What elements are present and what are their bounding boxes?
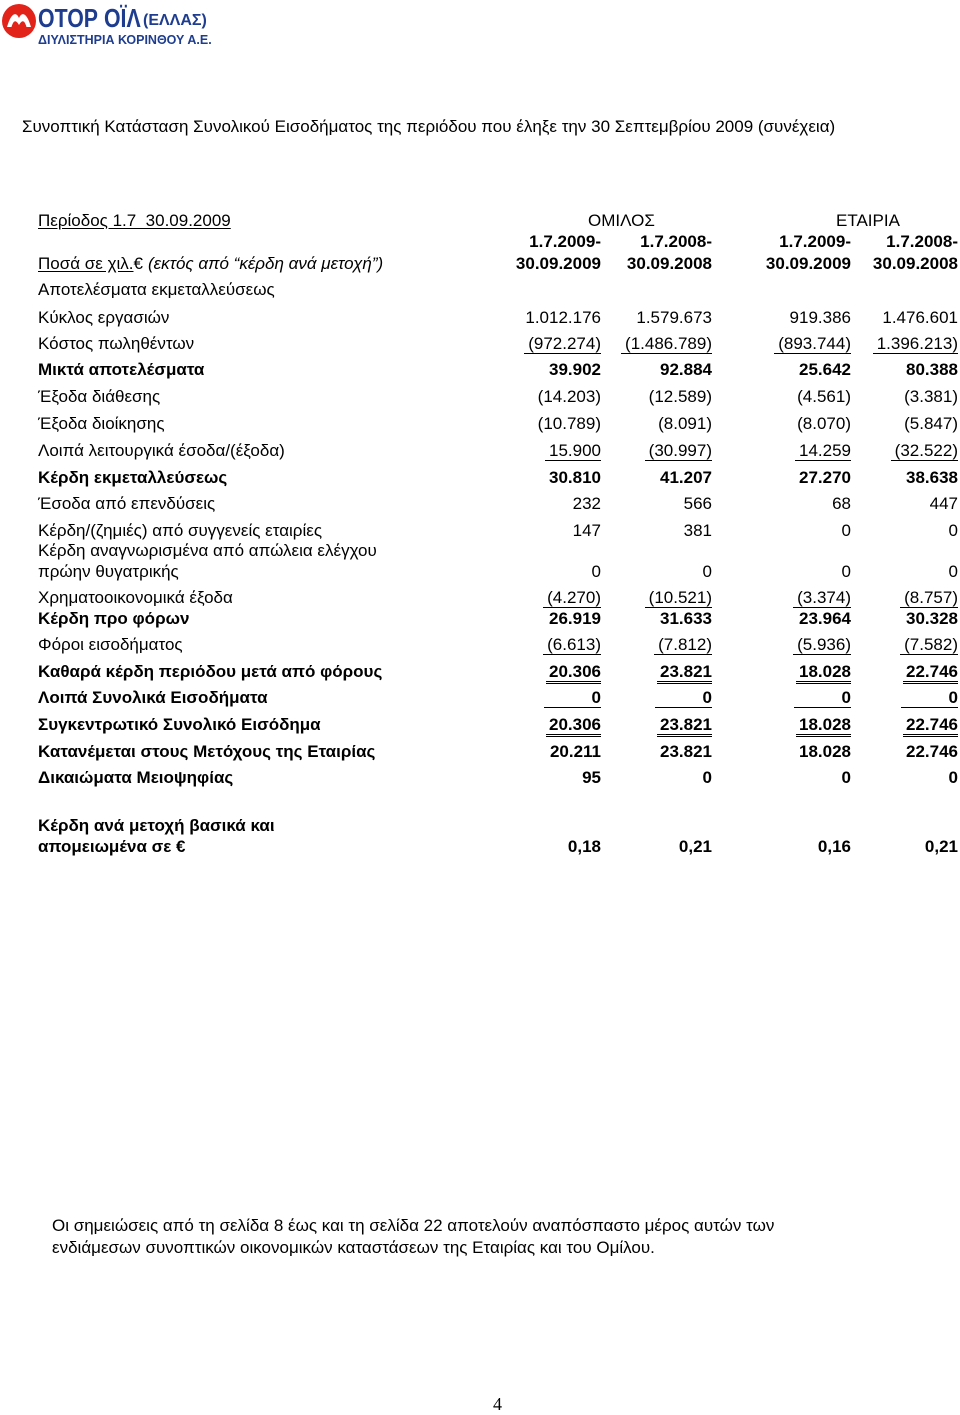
row-label: Έξοδα διοίκησης bbox=[38, 414, 165, 433]
group-2009-value: (10.789) bbox=[537, 414, 601, 433]
row-earnings-per-share bbox=[0, 816, 960, 857]
row-revenue bbox=[0, 308, 960, 328]
column-to-group-2009: 30.09.2009 bbox=[515, 254, 601, 273]
group-2008-value: 23.821 bbox=[657, 716, 712, 737]
row-label-continued: πρώην θυγατρικής bbox=[38, 562, 179, 581]
row-label: Δικαιώματα Μειοψηφίας bbox=[38, 768, 234, 787]
company-2009-value: 18.028 bbox=[799, 742, 851, 761]
group-2008-value: 0 bbox=[702, 562, 712, 581]
row-total-comprehensive-income bbox=[0, 715, 960, 735]
motor-oil-emblem-icon bbox=[0, 0, 38, 40]
eps-label: Κέρδη ανά μετοχή βασικά και bbox=[38, 816, 275, 835]
company-2009-value: 23.964 bbox=[799, 609, 851, 628]
units-prefix: Ποσά σε χιλ. bbox=[38, 254, 134, 273]
column-header-from bbox=[0, 232, 960, 252]
row-income-tax bbox=[0, 635, 960, 655]
row-investment-income bbox=[0, 494, 960, 514]
group-2009-value: (6.613) bbox=[543, 636, 601, 655]
column-to-company-2009: 30.09.2009 bbox=[765, 254, 851, 273]
logo-country: (ΕΛΛΑΣ) bbox=[143, 12, 207, 29]
group-2008-value: 31.633 bbox=[660, 609, 712, 628]
column-from-company-2009: 1.7.2009- bbox=[779, 232, 851, 251]
group-2008-value: 23.821 bbox=[657, 663, 712, 684]
company-2008-value: 22.746 bbox=[906, 742, 958, 761]
row-label: Κέρδη εκμεταλλεύσεως bbox=[38, 468, 228, 487]
group-2009-value: 26.919 bbox=[549, 609, 601, 628]
company-2008-value: (32.522) bbox=[891, 442, 958, 461]
group-2008-value: 0 bbox=[655, 689, 712, 708]
group-2009-value: 0 bbox=[544, 689, 601, 708]
company-2009-value: (4.561) bbox=[797, 387, 851, 406]
group-2009-value: 95 bbox=[582, 768, 601, 787]
group-2009-value: 15.900 bbox=[545, 442, 601, 461]
company-2008-value: (8.757) bbox=[900, 589, 958, 608]
row-label: Κέρδη αναγνωρισμένα από απώλεια ελέγχου bbox=[38, 541, 377, 560]
row-selling-expenses bbox=[0, 387, 960, 407]
row-label: Κατανέμεται στους Μετόχους της Εταιρίας bbox=[38, 742, 376, 761]
row-gross-profit bbox=[0, 360, 960, 380]
group-heading-company: ΕΤΑΙΡΙΑ bbox=[836, 211, 900, 230]
row-label: Κόστος πωληθέντων bbox=[38, 334, 195, 353]
company-2009-value: 0 bbox=[841, 521, 851, 540]
units-note: (εκτός από “κέρδη ανά μετοχή”) bbox=[147, 254, 384, 273]
group-2009-value: 20.306 bbox=[546, 716, 601, 737]
row-label: Έξοδα διάθεσης bbox=[38, 387, 161, 406]
column-to-company-2008: 30.09.2008 bbox=[872, 254, 958, 273]
group-2008-value: (1.486.789) bbox=[621, 335, 712, 354]
row-minority-interests bbox=[0, 768, 960, 788]
column-to-group-2008: 30.09.2008 bbox=[626, 254, 712, 273]
company-2008-value: 447 bbox=[929, 494, 958, 513]
group-2008-value: (30.997) bbox=[645, 442, 712, 461]
group-2009-value: 232 bbox=[572, 494, 601, 513]
group-2008-value: 1.579.673 bbox=[636, 308, 712, 327]
group-2009-value: 1.012.176 bbox=[525, 308, 601, 327]
group-2008-value: 23.821 bbox=[660, 742, 712, 761]
company-2008-value: 1.396.213) bbox=[873, 335, 958, 354]
group-heading-group: ΟΜΙΛΟΣ bbox=[588, 211, 655, 230]
company-2009-value: 68 bbox=[832, 494, 851, 513]
row-finance-costs bbox=[0, 588, 960, 608]
row-label: Κέρδη προ φόρων bbox=[38, 609, 190, 628]
column-from-group-2009: 1.7.2009- bbox=[529, 232, 601, 251]
group-2009-value: (14.203) bbox=[537, 387, 601, 406]
footnote-line-2: ενδιάμεσων συνοπτικών οικονομικών καταστάσεων της Εταιρίας και του Ομίλου. bbox=[52, 1238, 655, 1257]
company-2009-value: 0 bbox=[841, 562, 851, 581]
row-label: Μικτά αποτελέσματα bbox=[38, 360, 205, 379]
row-loss-of-control-gain bbox=[0, 541, 960, 582]
company-2009-value: 27.270 bbox=[799, 468, 851, 487]
group-2009-value: 39.902 bbox=[549, 360, 601, 379]
company-2009-value: (8.070) bbox=[797, 414, 851, 433]
row-label: Κύκλος εργασιών bbox=[38, 308, 170, 327]
row-net-profit bbox=[0, 662, 960, 682]
group-2008-value: 0,21 bbox=[678, 837, 712, 856]
logo-brand: ΟΤΟΡ ΟΪΛ bbox=[38, 3, 141, 33]
company-2009-value: 0,16 bbox=[817, 837, 851, 856]
column-from-group-2008: 1.7.2008- bbox=[640, 232, 712, 251]
row-profit-before-tax bbox=[0, 609, 960, 629]
group-2008-value: (10.521) bbox=[645, 589, 712, 608]
company-2008-value: 30.328 bbox=[906, 609, 958, 628]
company-2009-value: 919.386 bbox=[789, 308, 851, 327]
row-other-comprehensive-income bbox=[0, 688, 960, 708]
group-2009-value: 20.211 bbox=[549, 742, 601, 761]
row-attributable-shareholders bbox=[0, 742, 960, 762]
row-label: Χρηματοοικονομικά έξοδα bbox=[38, 588, 233, 607]
company-2009-value: (5.936) bbox=[793, 636, 851, 655]
group-2008-value: (8.091) bbox=[658, 414, 712, 433]
group-2008-value: 0 bbox=[702, 768, 712, 787]
company-2008-value: 1.476.601 bbox=[882, 308, 958, 327]
company-2009-value: 18.028 bbox=[796, 663, 851, 684]
row-admin-expenses bbox=[0, 414, 960, 434]
company-2008-value: (7.582) bbox=[900, 636, 958, 655]
company-2008-value: 0 bbox=[948, 521, 958, 540]
units-label bbox=[38, 254, 383, 274]
company-2008-value: 0 bbox=[948, 562, 958, 581]
column-from-company-2008: 1.7.2008- bbox=[886, 232, 958, 251]
row-operating-profit bbox=[0, 468, 960, 488]
group-2009-value: (4.270) bbox=[543, 589, 601, 608]
group-2008-value: 566 bbox=[683, 494, 712, 513]
group-2009-value: 147 bbox=[572, 521, 601, 540]
group-2008-value: 381 bbox=[683, 521, 712, 540]
group-2008-value: 92.884 bbox=[660, 360, 712, 379]
company-2009-value: (3.374) bbox=[793, 589, 851, 608]
group-2008-value: 41.207 bbox=[660, 468, 712, 487]
company-2008-value: 0,21 bbox=[924, 837, 958, 856]
company-2008-value: (5.847) bbox=[904, 414, 958, 433]
page-title: Συνοπτική Κατάσταση Συνολικού Εισοδήματος της περιόδου που έληξε την 30 Σεπτεμβρίου 2009 (συνέχεια) bbox=[22, 117, 836, 136]
eps-label-continued: απομειωμένα σε € bbox=[38, 837, 186, 856]
group-2009-value: 30.810 bbox=[549, 468, 601, 487]
company-2009-value: 0 bbox=[841, 768, 851, 787]
units-currency: € bbox=[133, 254, 143, 273]
group-2009-value: 20.306 bbox=[546, 663, 601, 684]
row-label: Έσοδα από επενδύσεις bbox=[38, 494, 216, 513]
company-2008-value: 0 bbox=[901, 689, 958, 708]
row-other-operating bbox=[0, 441, 960, 461]
logo-subtitle: ΔΙΥΛΙΣΤΗΡΙΑ ΚΟΡΙΝΘΟΥ Α.Ε. bbox=[38, 33, 212, 47]
company-2008-value: 22.746 bbox=[903, 663, 958, 684]
company-2008-value: (3.381) bbox=[904, 387, 958, 406]
row-cost-of-sales bbox=[0, 334, 960, 354]
section-label: Αποτελέσματα εκμεταλλεύσεως bbox=[38, 280, 275, 299]
row-label: Καθαρά κέρδη περιόδου μετά από φόρους bbox=[38, 662, 383, 681]
row-label: Λοιπά λειτουργικά έσοδα/(έξοδα) bbox=[38, 441, 285, 460]
column-header-to bbox=[0, 254, 960, 274]
company-2009-value: 0 bbox=[794, 689, 851, 708]
company-2008-value: 80.388 bbox=[906, 360, 958, 379]
company-2008-value: 38.638 bbox=[906, 468, 958, 487]
row-associates bbox=[0, 521, 960, 541]
row-label: Φόροι εισοδήματος bbox=[38, 635, 183, 654]
footnote-line-1: Οι σημειώσεις από τη σελίδα 8 έως και τη σελίδα 22 αποτελούν αναπόσπαστο μέρος αυτών των bbox=[52, 1216, 775, 1235]
company-2009-value: 14.259 bbox=[795, 442, 851, 461]
group-2009-value: 0,18 bbox=[567, 837, 601, 856]
row-label: Συγκεντρωτικό Συνολικό Εισόδημα bbox=[38, 715, 321, 734]
group-2008-value: (12.589) bbox=[648, 387, 712, 406]
group-2008-value: (7.812) bbox=[654, 636, 712, 655]
row-label: Κέρδη/(ζημιές) από συγγενείς εταιρίες bbox=[38, 521, 323, 540]
group-2009-value: (972.274) bbox=[524, 335, 601, 354]
row-label: Λοιπά Συνολικά Εισοδήματα bbox=[38, 688, 268, 707]
period-label: Περίοδος 1.7 30.09.2009 bbox=[38, 211, 231, 230]
company-2009-value: 18.028 bbox=[796, 716, 851, 737]
company-2009-value: 25.642 bbox=[799, 360, 851, 379]
company-2008-value: 0 bbox=[948, 768, 958, 787]
company-2008-value: 22.746 bbox=[903, 716, 958, 737]
page-number: 4 bbox=[493, 1394, 502, 1414]
group-2009-value: 0 bbox=[591, 562, 601, 581]
company-2009-value: (893.744) bbox=[774, 335, 851, 354]
